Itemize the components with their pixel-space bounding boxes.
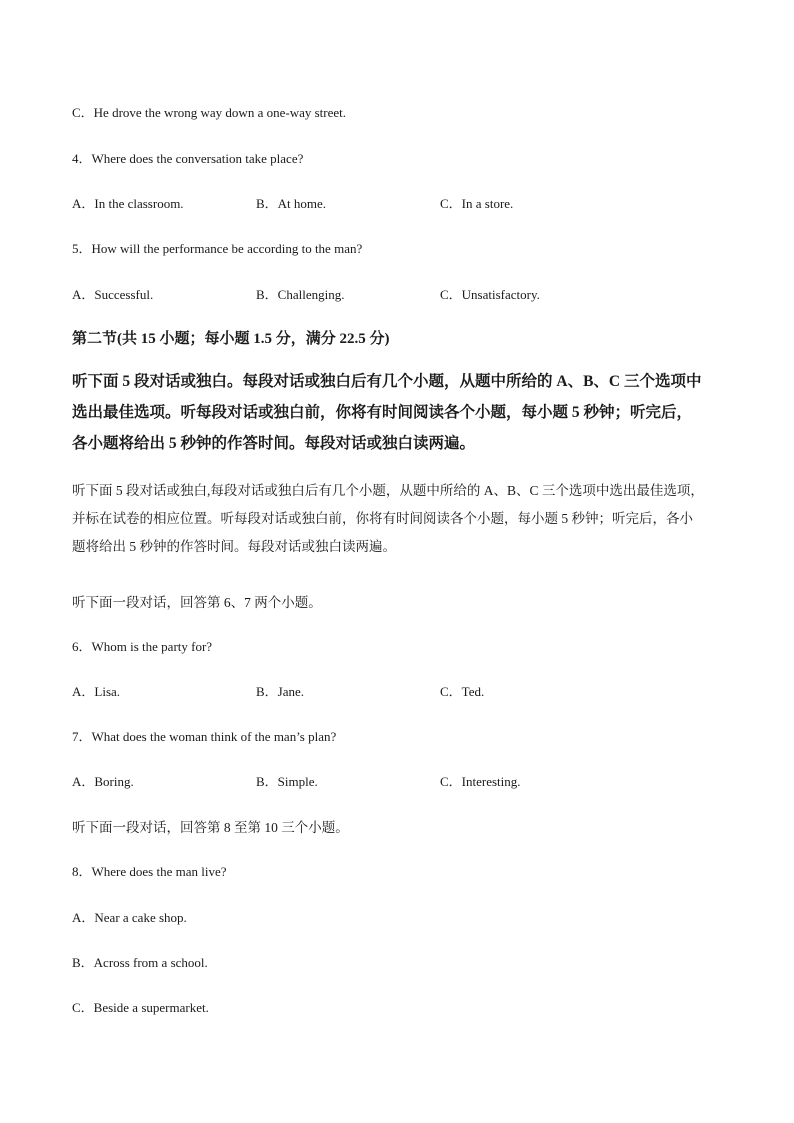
q3-option-c: C．He drove the wrong way down a one-way street. [72,105,347,120]
q4-option-b: B．At home. [256,196,327,211]
q8-option-a: A．Near a cake shop. [72,910,187,925]
bold-instruction-line: 各小题将给出 5 秒钟的作答时间。每段对话或独白读两遍。 [72,435,476,452]
bold-instructions [72,366,701,459]
q5-option-c: C．Unsatisfactory. [440,287,540,302]
q7-stem: 7．What does the woman think of the man’s plan? [72,729,337,744]
q6-option-a: A．Lisa. [72,684,121,699]
q8-option-c: C．Beside a supermarket. [72,1000,209,1015]
listen-instruction-6-7: 听下面一段对话，回答第 6、7 两个小题。 [72,595,322,610]
q5-stem: 5．How will the performance be according to the man? [72,241,363,256]
listen-instruction-8-10: 听下面一段对话，回答第 8 至第 10 三个小题。 [72,820,349,835]
section2-heading: 第二节(共 15 小题；每小题 1.5 分，满分 22.5 分) [72,331,390,347]
q7-option-c: C．Interesting. [440,774,521,789]
q6-stem: 6．Whom is the party for? [72,639,213,654]
instruction-line: 并标在试卷的相应位置。听每段对话或独白前，你将有时间阅读各个小题，每小题 5 秒钟；听完后，各小 [72,511,693,526]
q6-option-b: B．Jane. [256,684,305,699]
q5-option-b: B．Challenging. [256,287,345,302]
instruction-line: 听下面 5 段对话或独白,每段对话或独白后有几个小题，从题中所给的 A、B、C 三个选项中选出最佳选项， [72,483,704,498]
q4-option-c: C．In a store. [440,196,514,211]
q8-option-b: B．Across from a school. [72,955,208,970]
q8-stem: 8．Where does the man live? [72,864,227,879]
q4-option-a: A．In the classroom. [72,196,184,211]
q6-option-c: C．Ted. [440,684,485,699]
bold-instruction-line: 听下面 5 段对话或独白。每段对话或独白后有几个小题，从题中所给的 A、B、C 三个选项中 [72,373,702,390]
q7-option-a: A．Boring. [72,774,134,789]
q5-option-a: A．Successful. [72,287,154,302]
instruction-line: 题将给出 5 秒钟的作答时间。每段对话或独白读两遍。 [72,539,396,554]
instructions [72,477,704,561]
q4-stem: 4．Where does the conversation take place? [72,151,304,166]
q7-option-b: B．Simple. [256,774,318,789]
bold-instruction-line: 选出最佳选项。听每段对话或独白前，你将有时间阅读各个小题，每小题 5 秒钟；听完后， [72,404,693,421]
